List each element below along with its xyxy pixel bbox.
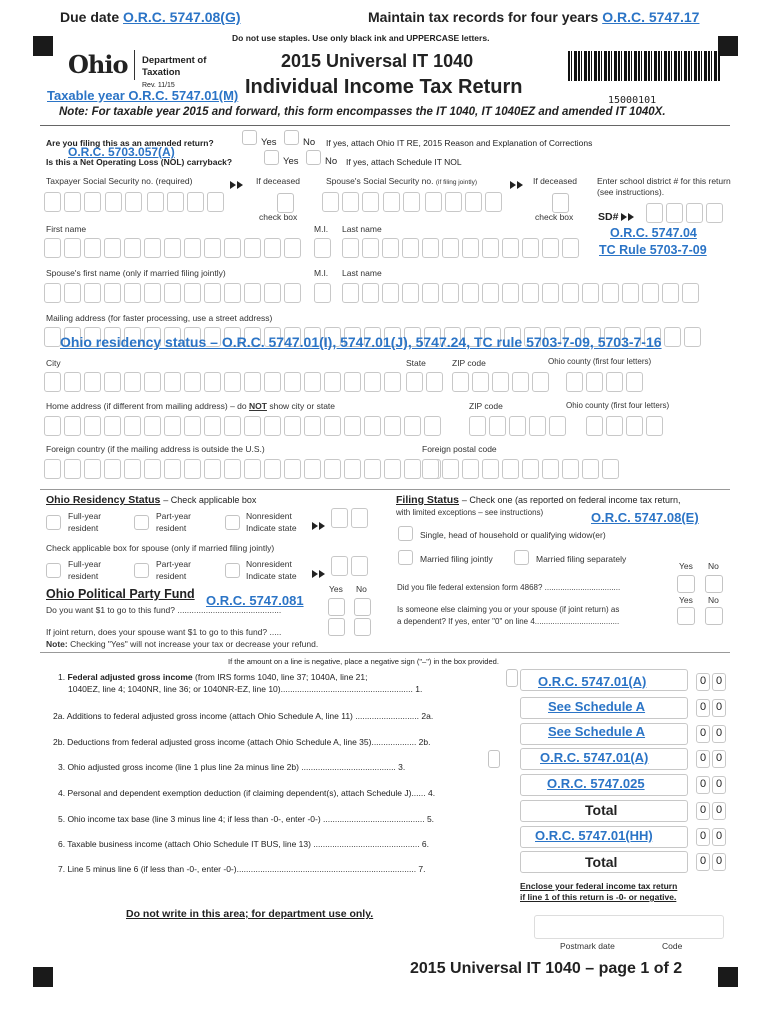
line-6-cents-2[interactable]: 0 bbox=[712, 828, 726, 846]
form-title-line1: 2015 Universal IT 1040 bbox=[281, 51, 474, 71]
mi-input[interactable] bbox=[314, 238, 331, 258]
mi-label: M.I. bbox=[314, 224, 329, 234]
form-title-line2: Individual Income Tax Return bbox=[245, 76, 523, 98]
party-fund-yes-checkbox[interactable] bbox=[328, 598, 345, 616]
registration-mark-bottom-right bbox=[718, 967, 738, 987]
enclose-note: Enclose your federal income tax return if line 1 of this return is -0- or negative. bbox=[520, 881, 678, 902]
amended-no-label: No bbox=[303, 137, 316, 148]
filing-status-subtitle: with limited exceptions – see instructions) bbox=[396, 508, 544, 517]
spouse-ssn-input-3[interactable] bbox=[425, 192, 502, 212]
taxpayer-deceased-checkbox[interactable] bbox=[277, 193, 294, 213]
registration-mark-top-left bbox=[33, 36, 53, 56]
line-4-cents-2[interactable]: 0 bbox=[712, 776, 726, 794]
form-note: Note: For taxable year 2015 and forward, this form encompasses the IT 1040, IT 1040EZ and amended IT 1040X. bbox=[59, 106, 666, 118]
line-6-cents-1[interactable]: 0 bbox=[696, 828, 710, 846]
taxpayer-arrow-icon bbox=[230, 176, 244, 194]
school-district-input[interactable] bbox=[646, 203, 723, 223]
nol-no-label: No bbox=[325, 156, 338, 167]
party-fund-title: Ohio Political Party Fund bbox=[46, 587, 195, 601]
first-name-input[interactable] bbox=[44, 238, 301, 258]
spouse-mi-input[interactable] bbox=[314, 283, 331, 303]
amended-no-checkbox[interactable] bbox=[284, 130, 299, 145]
section-divider bbox=[40, 489, 730, 490]
nol-question: Is this a Net Operating Loss (NOL) carryback? bbox=[46, 157, 233, 167]
spouse-last-name-input[interactable] bbox=[342, 283, 699, 303]
mfj-label: Married filing jointly bbox=[420, 554, 493, 564]
party-fund-no-checkbox[interactable] bbox=[354, 598, 371, 616]
state-label: State bbox=[406, 358, 426, 368]
line-5-cents-1[interactable]: 0 bbox=[696, 802, 710, 820]
logo-divider bbox=[134, 50, 135, 80]
taxpayer-check-box-label: check box bbox=[259, 212, 298, 222]
line-2a-ref-link[interactable]: See Schedule A bbox=[548, 699, 646, 714]
ohio-logo: Ohio bbox=[68, 50, 128, 79]
extension-yes-label: Yes bbox=[679, 561, 693, 571]
amended-question: Are you filing this as an amended return? bbox=[46, 138, 214, 148]
line-1-negative-box[interactable] bbox=[506, 669, 518, 687]
residency-status-link[interactable]: Ohio residency status – O.R.C. 5747.01(I), 5747.01(J), 5747.24, TC rule 5703-7-09, 5703-7-16 bbox=[60, 334, 662, 350]
line-4-label: 4. Personal and dependent exemption deduction (if claiming dependent(s), attach Schedule J)...... 4. bbox=[58, 788, 436, 798]
state-arrow-icon bbox=[312, 517, 326, 535]
line-3-label: 3. Ohio adjusted gross income (line 1 plus line 2a minus line 2b) ........................................ 3. bbox=[58, 762, 406, 772]
party-fund-q2: If joint return, does your spouse want $1 to go to this fund? ..... bbox=[46, 627, 282, 637]
spouse-full-year-checkbox[interactable] bbox=[46, 563, 61, 578]
mailing-address-label: Mailing address (for faster processing, use a street address) bbox=[46, 313, 273, 323]
postmark-box bbox=[534, 915, 724, 939]
first-name-label: First name bbox=[46, 224, 87, 234]
sd-ref-link-1[interactable]: O.R.C. 5747.04 bbox=[610, 226, 697, 240]
postmark-label: Postmark date bbox=[560, 941, 615, 951]
line-7-cents-2[interactable]: 0 bbox=[712, 853, 726, 871]
line-2b-cents-1[interactable]: 0 bbox=[696, 725, 710, 743]
home-zip-input[interactable] bbox=[469, 416, 566, 436]
taxpayer-deceased-label: If deceased bbox=[256, 176, 300, 186]
dept-line1: Department of bbox=[142, 55, 207, 66]
mfj-checkbox[interactable] bbox=[398, 550, 413, 565]
mfs-label: Married filing separately bbox=[536, 554, 627, 564]
spouse-party-fund-no-checkbox[interactable] bbox=[354, 618, 371, 636]
spouse-check-box-label: check box bbox=[535, 212, 574, 222]
party-fund-ref-link[interactable]: O.R.C. 5747.081 bbox=[206, 593, 304, 608]
spouse-last-name-label: Last name bbox=[342, 268, 382, 278]
spouse-first-name-label: Spouse's first name (only if married filing jointly) bbox=[46, 268, 226, 278]
zip-input[interactable] bbox=[452, 372, 549, 392]
party-fund-note: Note: Checking "Yes" will not increase your tax or decrease your refund. bbox=[46, 639, 319, 649]
line-3-cents-2[interactable]: 0 bbox=[712, 750, 726, 768]
records-label: Maintain tax records for four years O.R.C. 5747.17 bbox=[368, 9, 700, 25]
nol-yes-label: Yes bbox=[283, 156, 299, 167]
rev-date: Rev. 11/15 bbox=[142, 82, 175, 89]
home-county-input[interactable] bbox=[586, 416, 663, 436]
foreign-country-input[interactable] bbox=[44, 459, 441, 479]
barcode bbox=[568, 51, 720, 81]
county-label: Ohio county (first four letters) bbox=[548, 357, 652, 366]
zip-label: ZIP code bbox=[452, 358, 486, 368]
nonresident-state-input[interactable] bbox=[331, 508, 368, 528]
line-3-ref-link[interactable]: O.R.C. 5747.01(A) bbox=[540, 750, 649, 765]
last-name-label: Last name bbox=[342, 224, 382, 234]
nol-note: If yes, attach Schedule IT NOL bbox=[346, 157, 462, 167]
part-year-checkbox[interactable] bbox=[134, 515, 149, 530]
line-7-label: 7. Line 5 minus line 6 (if less than -0-, enter -0-)............................................................................ 7. bbox=[58, 864, 426, 874]
taxpayer-ssn-label: Taxpayer Social Security no. (required) bbox=[46, 176, 193, 186]
part-year-label: Part-year resident bbox=[156, 511, 191, 533]
foreign-postal-label: Foreign postal code bbox=[422, 444, 497, 454]
spouse-residency-note: Check applicable box for spouse (only if married filing jointly) bbox=[46, 543, 275, 553]
spouse-first-name-input[interactable] bbox=[44, 283, 301, 303]
city-input[interactable] bbox=[44, 372, 401, 392]
party-fund-yes-label: Yes bbox=[329, 584, 343, 594]
spouse-part-year-checkbox[interactable] bbox=[134, 563, 149, 578]
spouse-ssn-input-2[interactable] bbox=[383, 192, 420, 212]
mfs-checkbox[interactable] bbox=[514, 550, 529, 565]
party-fund-no-label: No bbox=[356, 584, 367, 594]
amended-ref-link[interactable]: O.R.C. 5703.057(A) bbox=[68, 145, 175, 159]
line-1-cents-1[interactable]: 0 bbox=[696, 673, 710, 691]
home-county-label: Ohio county (first four letters) bbox=[566, 401, 670, 410]
spouse-deceased-label: If deceased bbox=[533, 176, 577, 186]
amended-yes-label: Yes bbox=[261, 137, 277, 148]
dept-line2: Taxation bbox=[142, 67, 181, 78]
spouse-part-year-label: Part-year resident bbox=[156, 559, 191, 581]
line-3-negative-box[interactable] bbox=[488, 750, 500, 768]
extension-no-checkbox[interactable] bbox=[705, 575, 723, 593]
county-input[interactable] bbox=[566, 372, 643, 392]
amended-note: If yes, attach Ohio IT RE, 2015 Reason and Explanation of Corrections bbox=[326, 138, 593, 148]
dependent-yes-label: Yes bbox=[679, 595, 693, 605]
negative-note: If the amount on a line is negative, place a negative sign ("–") in the box provided. bbox=[228, 657, 499, 666]
foreign-postal-input[interactable] bbox=[422, 459, 619, 479]
line-6-ref-link[interactable]: O.R.C. 5747.01(HH) bbox=[535, 828, 653, 843]
home-address-label: Home address (if different from mailing address) – do NOT show city or state bbox=[46, 401, 336, 411]
school-district-label: Enter school district # for this return (see instructions). bbox=[597, 176, 731, 197]
line-1-label: 1. Federal adjusted gross income (from IRS forms 1040, line 37; 1040A, line 21; 1040EZ, line 4; 1040NR, line 36; or 1040NR-EZ, line 10)........................................................ 1. bbox=[58, 672, 423, 694]
line-2a-cents-1[interactable]: 0 bbox=[696, 699, 710, 717]
dependent-no-label: No bbox=[708, 595, 719, 605]
party-fund-q1: Do you want $1 to go to this fund? ............................................ bbox=[46, 605, 282, 615]
dependent-question: Is someone else claiming you or your spouse (if joint return) as a dependent? If yes, enter "0" on line 4...................................... bbox=[397, 605, 620, 626]
registration-mark-bottom-left bbox=[33, 967, 53, 987]
nol-no-checkbox[interactable] bbox=[306, 150, 321, 165]
lines-divider bbox=[40, 652, 730, 653]
line-1-ref-link[interactable]: O.R.C. 5747.01(A) bbox=[538, 674, 647, 689]
residency-title: Ohio Residency Status – Check applicable box bbox=[46, 494, 257, 506]
extension-yes-checkbox[interactable] bbox=[677, 575, 695, 593]
nonresident-label: Nonresident Indicate state bbox=[246, 511, 297, 533]
line-7-cents-1[interactable]: 0 bbox=[696, 853, 710, 871]
taxable-year-link[interactable]: Taxable year O.R.C. 5747.01(M) bbox=[47, 88, 239, 103]
line-5-total-label: Total bbox=[585, 802, 618, 818]
line-3-cents-1[interactable]: 0 bbox=[696, 750, 710, 768]
line-5-cents-2[interactable]: 0 bbox=[712, 802, 726, 820]
last-name-input[interactable] bbox=[342, 238, 579, 258]
staple-note: Do not use staples. Use only black ink and UPPERCASE letters. bbox=[232, 33, 490, 43]
spouse-arrow-icon bbox=[510, 176, 524, 194]
line-2a-label: 2a. Additions to federal adjusted gross income (attach Ohio Schedule A, line 11) ........................... 2a. bbox=[53, 711, 434, 721]
sd-label: SD# bbox=[598, 211, 635, 223]
city-label: City bbox=[46, 358, 61, 368]
line-2b-ref-link[interactable]: See Schedule A bbox=[548, 724, 646, 739]
line-4-ref-link[interactable]: O.R.C. 5747.025 bbox=[547, 776, 645, 791]
line-2b-cents-2[interactable]: 0 bbox=[712, 725, 726, 743]
line-1-cents-2[interactable]: 0 bbox=[712, 673, 726, 691]
spouse-party-fund-yes-checkbox[interactable] bbox=[328, 618, 345, 636]
extension-question: Did you file federal extension form 4868? .................................. bbox=[397, 583, 621, 592]
line-4-cents-1[interactable]: 0 bbox=[696, 776, 710, 794]
code-label: Code bbox=[662, 941, 683, 951]
home-zip-label: ZIP code bbox=[469, 401, 503, 411]
header-divider bbox=[40, 125, 730, 126]
nonresident-checkbox[interactable] bbox=[225, 515, 240, 530]
filing-status-ref-link[interactable]: O.R.C. 5747.08(E) bbox=[591, 510, 699, 525]
taxpayer-ssn-input-3[interactable] bbox=[147, 192, 224, 212]
spouse-deceased-checkbox[interactable] bbox=[552, 193, 569, 213]
spouse-ssn-input[interactable] bbox=[322, 192, 379, 212]
dependent-no-checkbox[interactable] bbox=[705, 607, 723, 625]
line-2a-cents-2[interactable]: 0 bbox=[712, 699, 726, 717]
page-footer: 2015 Universal IT 1040 – page 1 of 2 bbox=[410, 960, 683, 977]
department-use-note: Do not write in this area; for department use only. bbox=[126, 908, 374, 920]
single-label: Single, head of household or qualifying widow(er) bbox=[420, 530, 606, 540]
line-7-total-label: Total bbox=[585, 854, 618, 870]
spouse-mi-label: M.I. bbox=[314, 268, 329, 278]
records-ref-link[interactable]: O.R.C. 5747.17 bbox=[602, 9, 700, 25]
line-6-label: 6. Taxable business income (attach Ohio Schedule IT BUS, line 13) ............................................. 6. bbox=[58, 839, 430, 849]
spouse-full-year-label: Full-year resident bbox=[68, 559, 102, 581]
spouse-nonresident-state-input[interactable] bbox=[331, 556, 368, 576]
full-year-checkbox[interactable] bbox=[46, 515, 61, 530]
foreign-country-label: Foreign country (if the mailing address is outside the U.S.) bbox=[46, 444, 265, 454]
taxpayer-ssn-input[interactable] bbox=[44, 192, 101, 212]
form-number: 15000101 bbox=[608, 95, 657, 106]
line-2b-label: 2b. Deductions from federal adjusted gross income (attach Ohio Schedule A, line 35)................... 2b. bbox=[53, 737, 431, 747]
spouse-nonresident-checkbox[interactable] bbox=[225, 563, 240, 578]
amended-yes-checkbox[interactable] bbox=[242, 130, 257, 145]
full-year-label: Full-year resident bbox=[68, 511, 102, 533]
registration-mark-top-right bbox=[718, 36, 738, 56]
spouse-ssn-label: Spouse's Social Security no. (if filing jointly) bbox=[326, 176, 478, 186]
filing-status-title: Filing Status – Check one (as reported on federal income tax return, bbox=[396, 494, 681, 506]
dependent-yes-checkbox[interactable] bbox=[677, 607, 695, 625]
due-date-label: Due date O.R.C. 5747.08(G) bbox=[60, 9, 241, 25]
state-input[interactable] bbox=[406, 372, 443, 392]
spouse-nonresident-label: Nonresident Indicate state bbox=[246, 559, 297, 581]
extension-no-label: No bbox=[708, 561, 719, 571]
nol-yes-checkbox[interactable] bbox=[264, 150, 279, 165]
single-checkbox[interactable] bbox=[398, 526, 413, 541]
spouse-state-arrow-icon bbox=[312, 565, 326, 583]
due-date-ref-link[interactable]: O.R.C. 5747.08(G) bbox=[123, 9, 241, 25]
line-5-label: 5. Ohio income tax base (line 3 minus line 4; if less than -0-, enter -0-) ........................................... 5. bbox=[58, 814, 435, 824]
home-address-input[interactable] bbox=[44, 416, 441, 436]
sd-ref-link-2[interactable]: TC Rule 5703-7-09 bbox=[599, 243, 707, 257]
taxpayer-ssn-input-2[interactable] bbox=[105, 192, 142, 212]
